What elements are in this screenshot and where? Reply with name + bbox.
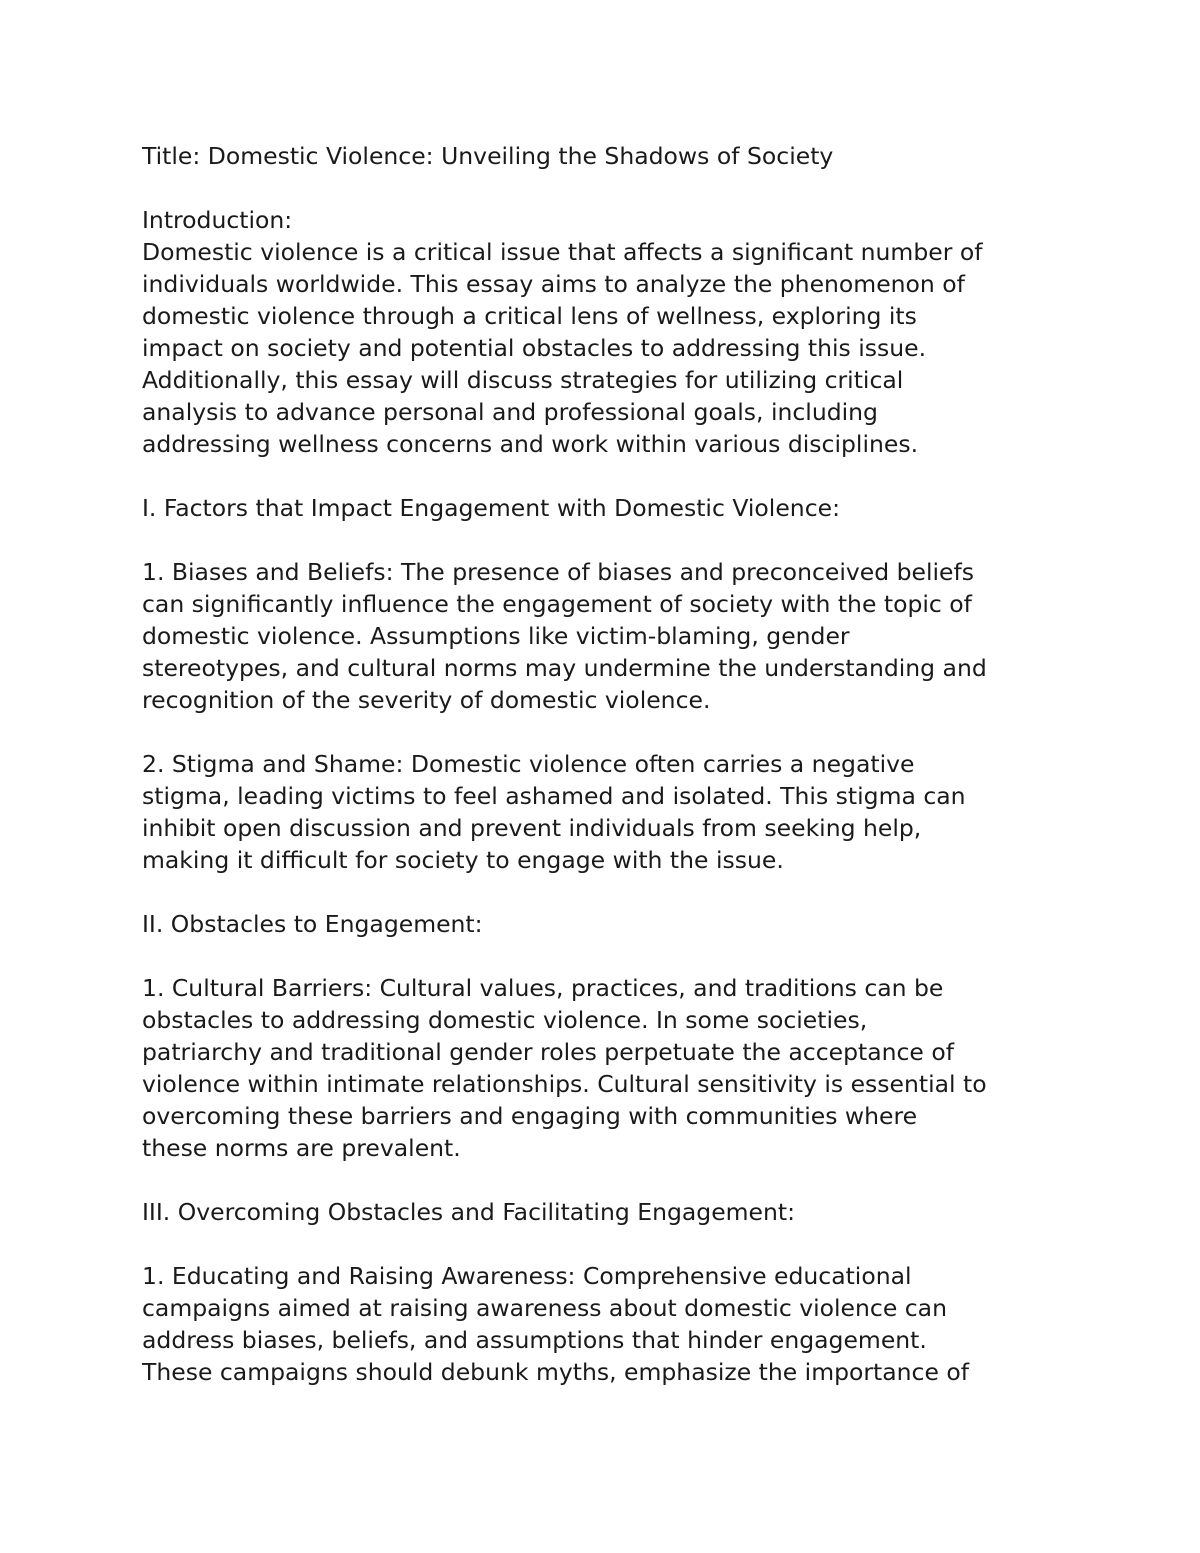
paragraph-line: addressing wellness concerns and work within various disciplines.: [142, 430, 919, 458]
paragraph-line: overcoming these barriers and engaging with communities where: [142, 1102, 918, 1130]
paragraph-line: stigma, leading victims to feel ashamed and isolated. This stigma can: [142, 782, 966, 810]
paragraph-line: stereotypes, and cultural norms may undermine the understanding and: [142, 654, 987, 682]
blank-line: [142, 716, 1072, 748]
intro-heading: Introduction:: [142, 206, 293, 234]
paragraph-line: violence within intimate relationships. Cultural sensitivity is essential to: [142, 1070, 987, 1098]
section-heading: III. Overcoming Obstacles and Facilitating Engagement:: [142, 1198, 796, 1226]
paragraph-line: these norms are prevalent.: [142, 1134, 461, 1162]
intro-paragraph: [142, 236, 1072, 460]
stigma-paragraph: [142, 748, 1072, 876]
paragraph-line: 1. Biases and Beliefs: The presence of biases and preconceived beliefs: [142, 558, 975, 586]
paragraph-line: campaigns aimed at raising awareness about domestic violence can: [142, 1294, 947, 1322]
paragraph-line: obstacles to addressing domestic violence. In some societies,: [142, 1006, 868, 1034]
biases-paragraph: [142, 556, 1072, 716]
blank-line: [142, 524, 1072, 556]
paragraph-line: address biases, beliefs, and assumptions that hinder engagement.: [142, 1326, 927, 1354]
paragraph-line: domestic violence through a critical lens of wellness, exploring its: [142, 302, 917, 330]
blank-line: [142, 172, 1072, 204]
blank-line: [142, 1228, 1072, 1260]
paragraph-line: 1. Educating and Raising Awareness: Comprehensive educational: [142, 1262, 912, 1290]
paragraph-line: 1. Cultural Barriers: Cultural values, practices, and traditions can be: [142, 974, 944, 1002]
paragraph-line: Additionally, this essay will discuss strategies for utilizing critical: [142, 366, 904, 394]
paragraph-line: Domestic violence is a critical issue that affects a significant number of: [142, 238, 983, 266]
document-body: [142, 140, 1072, 1388]
paragraph-line: recognition of the severity of domestic violence.: [142, 686, 711, 714]
paragraph-line: domestic violence. Assumptions like victim-blaming, gender: [142, 622, 850, 650]
blank-line: [142, 460, 1072, 492]
paragraph-line: can significantly influence the engagement of society with the topic of: [142, 590, 972, 618]
cultural-barriers-paragraph: [142, 972, 1072, 1164]
section-heading: I. Factors that Impact Engagement with Domestic Violence:: [142, 494, 840, 522]
blank-line: [142, 1164, 1072, 1196]
section-heading: II. Obstacles to Engagement:: [142, 910, 483, 938]
paragraph-line: inhibit open discussion and prevent individuals from seeking help,: [142, 814, 922, 842]
paragraph-line: These campaigns should debunk myths, emphasize the importance of: [142, 1358, 970, 1386]
blank-line: [142, 876, 1072, 908]
paragraph-line: 2. Stigma and Shame: Domestic violence often carries a negative: [142, 750, 915, 778]
blank-line: [142, 940, 1072, 972]
document-title: Title: Domestic Violence: Unveiling the Shadows of Society: [142, 142, 834, 170]
paragraph-line: patriarchy and traditional gender roles perpetuate the acceptance of: [142, 1038, 955, 1066]
paragraph-line: impact on society and potential obstacles to addressing this issue.: [142, 334, 927, 362]
paragraph-line: making it difficult for society to engage with the issue.: [142, 846, 784, 874]
paragraph-line: individuals worldwide. This essay aims to analyze the phenomenon of: [142, 270, 965, 298]
paragraph-line: analysis to advance personal and professional goals, including: [142, 398, 878, 426]
educating-paragraph: [142, 1260, 1072, 1388]
